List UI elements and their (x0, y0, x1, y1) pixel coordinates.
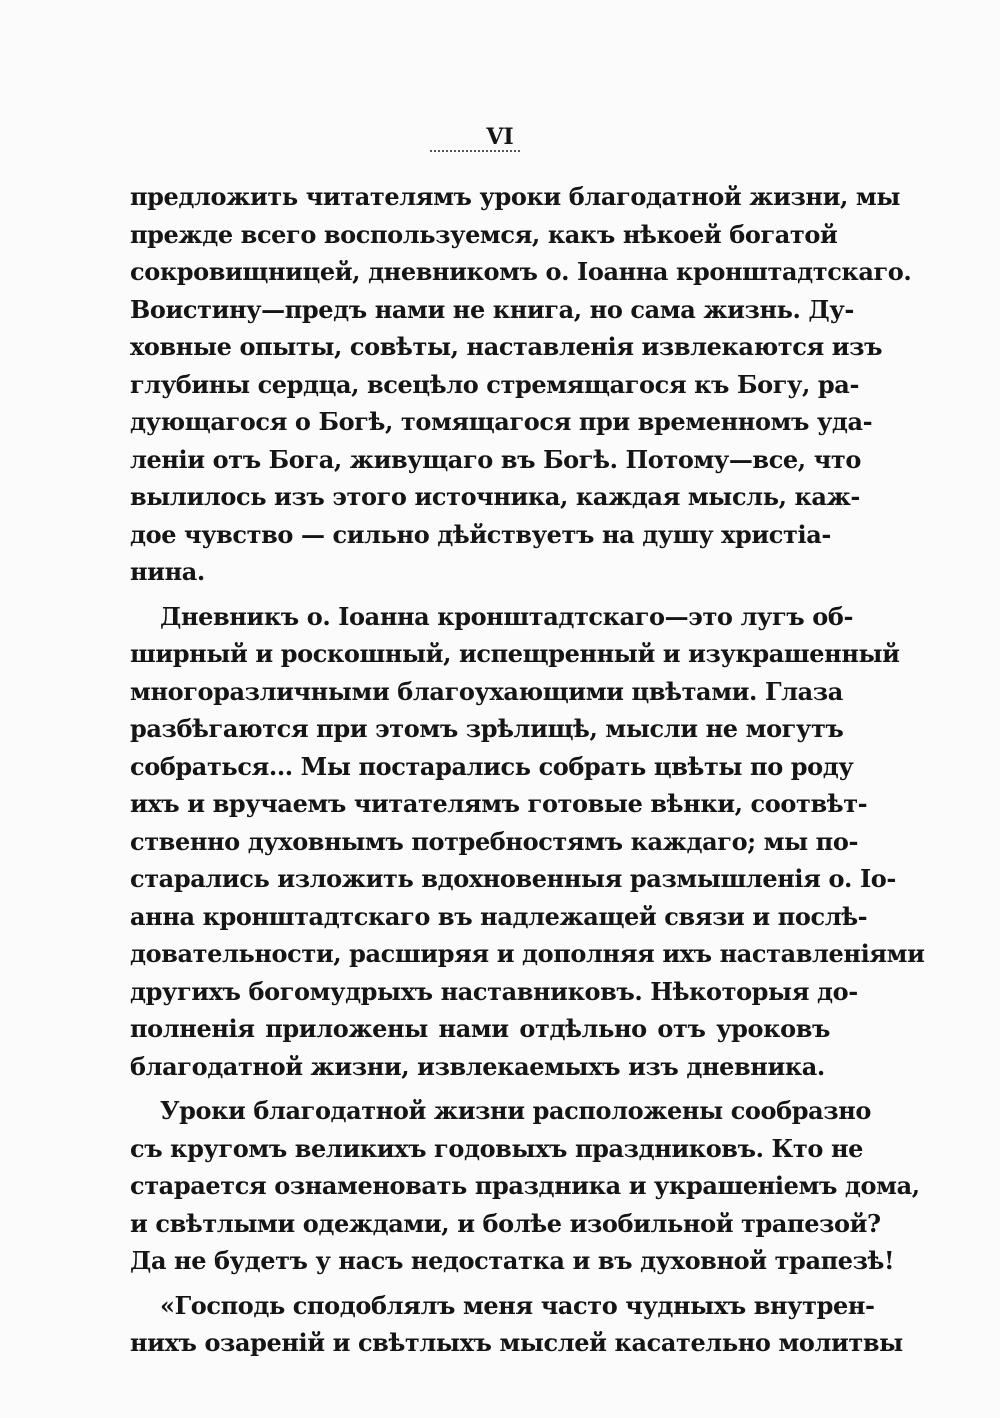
text-line: Дневникъ о. Іоанна кронштадтскаго—это лугъ об- (160, 601, 854, 631)
text-line: разбѣгаются при этомъ зрѣлищѣ, мысли не могутъ (130, 714, 844, 743)
text-line: прежде всего воспользуемся, какъ нѣкоей богатой (130, 219, 838, 249)
text-line: полненія приложены нами отдѣльно отъ уроковъ (130, 1014, 830, 1043)
text-line: Да не будетъ у насъ недостатка и въ духовной трапезѣ! (130, 1246, 895, 1275)
page-number: VI (486, 124, 514, 150)
text-line: Уроки благодатной жизни расположены сообразно (160, 1096, 871, 1125)
text-line: сокровищницей, дневникомъ о. Іоанна кронштадтскаго. (130, 257, 912, 286)
paragraph (130, 598, 925, 1086)
paragraph (130, 178, 912, 591)
text-line: старается ознаменовать праздника и украшеніемъ дома, (130, 1171, 920, 1200)
text-line: дующагося о Богѣ, томящагося при временномъ уда- (130, 407, 873, 436)
text-line: ховные опыты, совѣты, наставленія извлекаются изъ (130, 332, 883, 361)
text-line: «Господь сподоблялъ меня часто чудныхъ внутрен- (160, 1290, 875, 1320)
text-line: ихъ и вручаемъ читателямъ готовые вѣнки, соотвѣт- (130, 789, 868, 818)
body-text (130, 178, 925, 1369)
text-line: ширный и роскошный, испещренный и изукрашенный (130, 639, 900, 668)
text-line: довательности, расширяя и дополняя ихъ наставленіями (130, 939, 925, 968)
text-line: старались изложить вдохновенныя размышленія о. Іо- (130, 864, 896, 893)
text-line: благодатной жизни, извлекаемыхъ изъ дневника. (130, 1051, 825, 1081)
text-line: нихъ озареній и свѣтлыхъ мыслей касательно молитвы (130, 1328, 903, 1357)
text-line: и свѣтлыми одеждами, и болѣе изобильной трапезой? (130, 1208, 881, 1238)
text-line: собраться... Мы постарались собрать цвѣты по роду (130, 751, 854, 781)
paragraph (130, 1092, 920, 1280)
text-line: Воистину—предъ нами не книга, но сама жизнь. Ду- (130, 294, 854, 324)
paragraph (130, 1287, 903, 1362)
text-line: многоразличными благоухающими цвѣтами. Глаза (130, 676, 843, 706)
text-line: анна кронштадтскаго въ надлежащей связи и послѣ- (130, 901, 868, 931)
header-rule (430, 150, 520, 152)
text-line: другихъ богомудрыхъ наставниковъ. Нѣкоторыя до- (130, 976, 858, 1006)
text-line: дое чувство — сильно дѣйствуетъ на душу христіа- (130, 519, 831, 549)
text-line: предложить читателямъ уроки благодатной жизни, мы (130, 182, 901, 211)
text-line: съ кругомъ великихъ годовыхъ праздниковъ. Кто не (130, 1133, 864, 1163)
text-line: леніи отъ Бога, живущаго въ Богѣ. Потому—все, что (130, 444, 861, 474)
text-line: глубины сердца, всецѣло стремящагося къ Богу, ра- (130, 369, 860, 399)
text-line: вылилось изъ этого источника, каждая мысль, каж- (130, 482, 860, 511)
text-line: ственно духовнымъ потребностямъ каждаго; мы по- (130, 826, 859, 856)
text-line: нина. (130, 557, 205, 586)
